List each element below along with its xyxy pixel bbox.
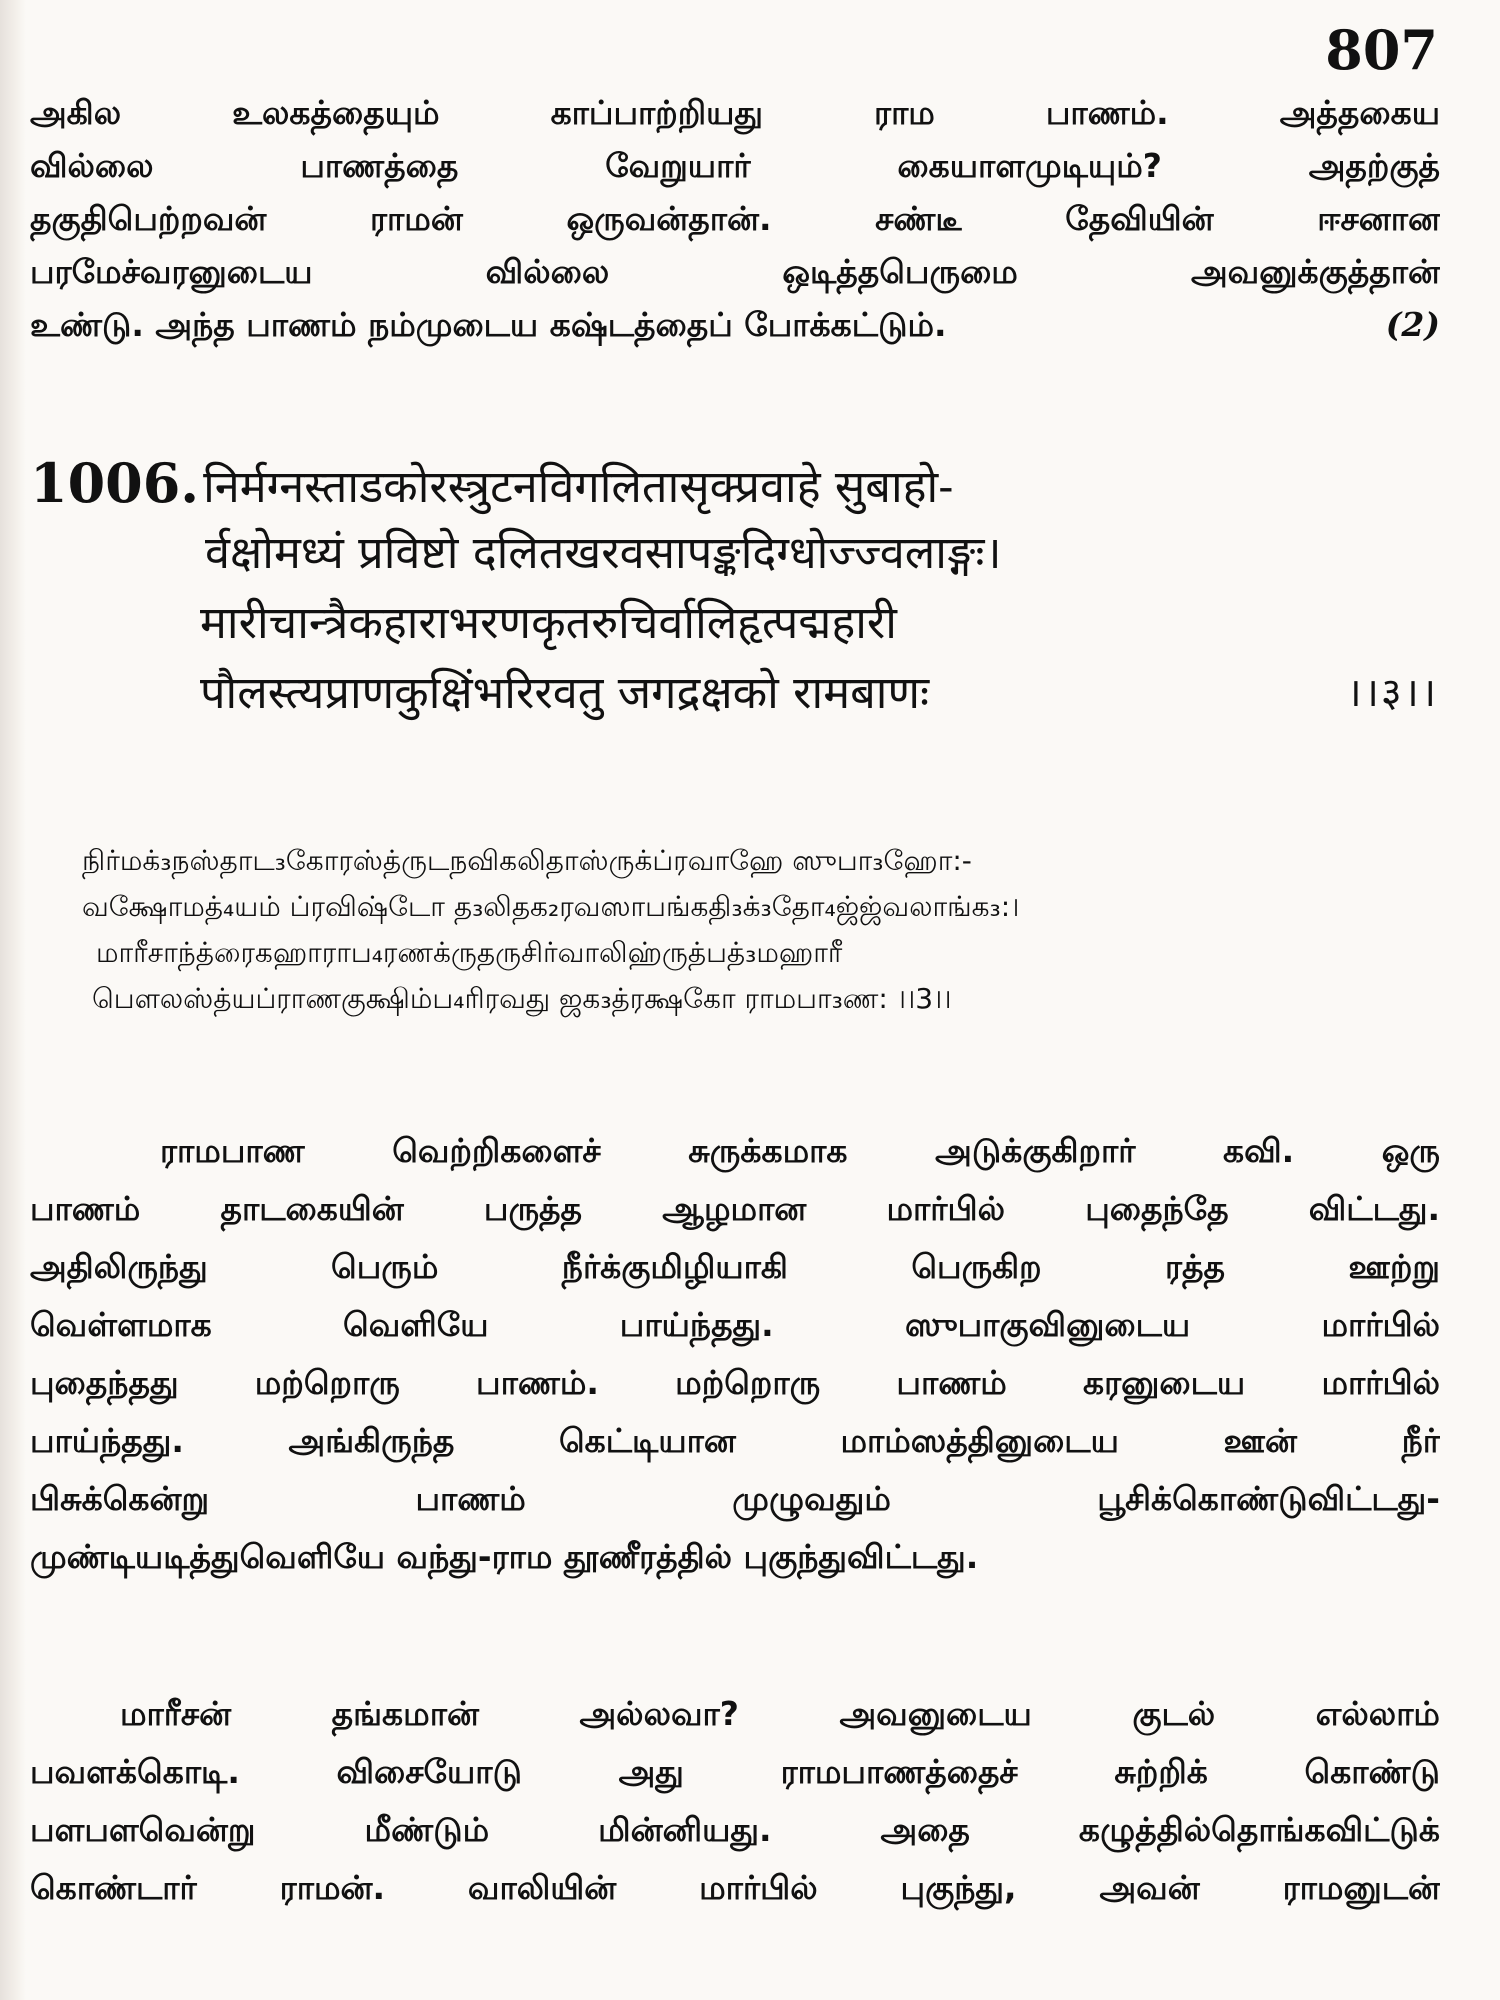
verse-reference: (2) [1385,305,1440,344]
text-line: ராமபாண வெற்றிகளைச் சுருக்கமாக அடுக்குகிறார் கவி. ஒரு [160,1131,1440,1170]
text-line: பவளக்கொடி. விசையோடு அது ராமபாணத்தைச் சுற்றிக் கொண்டு [30,1752,1440,1791]
text-line: வெள்ளமாக வெளியே பாய்ந்தது. ஸுபாகுவினுடைய மார்பில் [30,1305,1440,1344]
text-line: புதைந்தது மற்றொரு பாணம். மற்றொரு பாணம் கரனுடைய மார்பில் [30,1363,1440,1402]
commentary-paragraph-2 [30,1122,1440,1586]
text-line-content: உண்டு. அந்த பாணம் நம்முடைய கஷ்டத்தைப் போக்கட்டும். [30,305,947,344]
text-line: அதிலிருந்து பெரும் நீர்க்குமிழியாகி பெருகிற ரத்த ஊற்று [30,1247,1440,1286]
tamil-transliteration [82,838,1410,1022]
text-line: பிசுக்கென்று பாணம் முழுவதும் பூசிக்கொண்டுவிட்டது- [30,1479,1440,1518]
verse-end-number: ।।३।। [1346,670,1438,716]
text-line: மாரீசன் தங்கமான் அல்லவா? அவனுடைய குடல் எல்லாம் [120,1694,1440,1733]
verse-line-4 [30,658,1438,728]
text-line: பாணம் தாடகையின் பருத்த ஆழமான மார்பில் புதைந்தே விட்டது. [30,1189,1440,1228]
transliteration-line: பௌலஸ்த்யப்ராணகுக்ஷிம்ப₄ரிரவது ஜக₃த்ரக்ஷகோ ராமபா₃ண: ।।3।। [92,982,952,1015]
text-line-last [30,298,1440,351]
text-line: தகுதிபெற்றவன் ராமன் ஒருவன்தான். சண்டீ தேவியின் ஈசனான [30,199,1440,238]
verse-line-1 [30,448,1438,518]
verse-number-label: 1006. [30,451,200,515]
text-line: பாய்ந்தது. அங்கிருந்த கெட்டியான மாம்ஸத்தினுடைய ஊன் நீர் [30,1421,1440,1460]
verse-text: पौलस्त्यप्राणकुक्षिंभरिरवतु जगद्रक्षको रामबाणः [200,666,930,719]
text-line: பரமேச்வரனுடைய வில்லை ஒடித்தபெருமை அவனுக்குத்தான் [30,252,1440,291]
verse-text: निर्मग्नस्ताडकोरस्त्रुटनविगलितासृक्प्रवाहे सुबाहो- [203,460,954,513]
transliteration-line: மாரீசாந்த்ரைகஹாராப₄ரணக்ருதருசிர்வாலிஹ்ருத்பத்₃மஹாரீ [96,936,843,969]
transliteration-line: வக்ஷோமத்₄யம் ப்ரவிஷ்டோ த₃லிதக₂ரவஸாபங்கதி₃க்₃தோ₄ஜ்ஜ்வலாங்க₃:। [82,890,1020,923]
commentary-paragraph-3 [30,1685,1440,1917]
sanskrit-verse [30,448,1438,728]
verse-line-3: मारीचान्त्रैकहाराभरणकृतरुचिर्वालिहृत्पद्महारी [200,596,897,649]
text-line: வில்லை பாணத்தை வேறுயார் கையாளமுடியும்? அதற்குத் [30,146,1440,185]
verse-line-2: र्वक्षोमध्यं प्रविष्टो दलितखरवसापङ्कदिग्धोज्ज्वलाङ्गः। [205,526,1002,579]
page-number: 807 [1325,18,1438,82]
page-edge-shadow [0,0,26,2000]
text-line: முண்டியடித்துவெளியே வந்து-ராம தூணீரத்தில் புகுந்துவிட்டது. [30,1537,979,1576]
commentary-paragraph-1 [30,86,1440,351]
text-line: பளபளவென்று மீண்டும் மின்னியது. அதை கழுத்தில்தொங்கவிட்டுக் [30,1810,1440,1849]
text-line: கொண்டார் ராமன். வாலியின் மார்பில் புகுந்து, அவன் ராமனுடன் [30,1868,1440,1907]
text-line: அகில உலகத்தையும் காப்பாற்றியது ராம பாணம். அத்தகைய [30,93,1440,132]
transliteration-line: நிர்மக்₃நஸ்தாட₃கோரஸ்த்ருடநவிகலிதாஸ்ருக்ப்ரவாஹே ஸுபா₃ஹோ:- [82,844,972,877]
